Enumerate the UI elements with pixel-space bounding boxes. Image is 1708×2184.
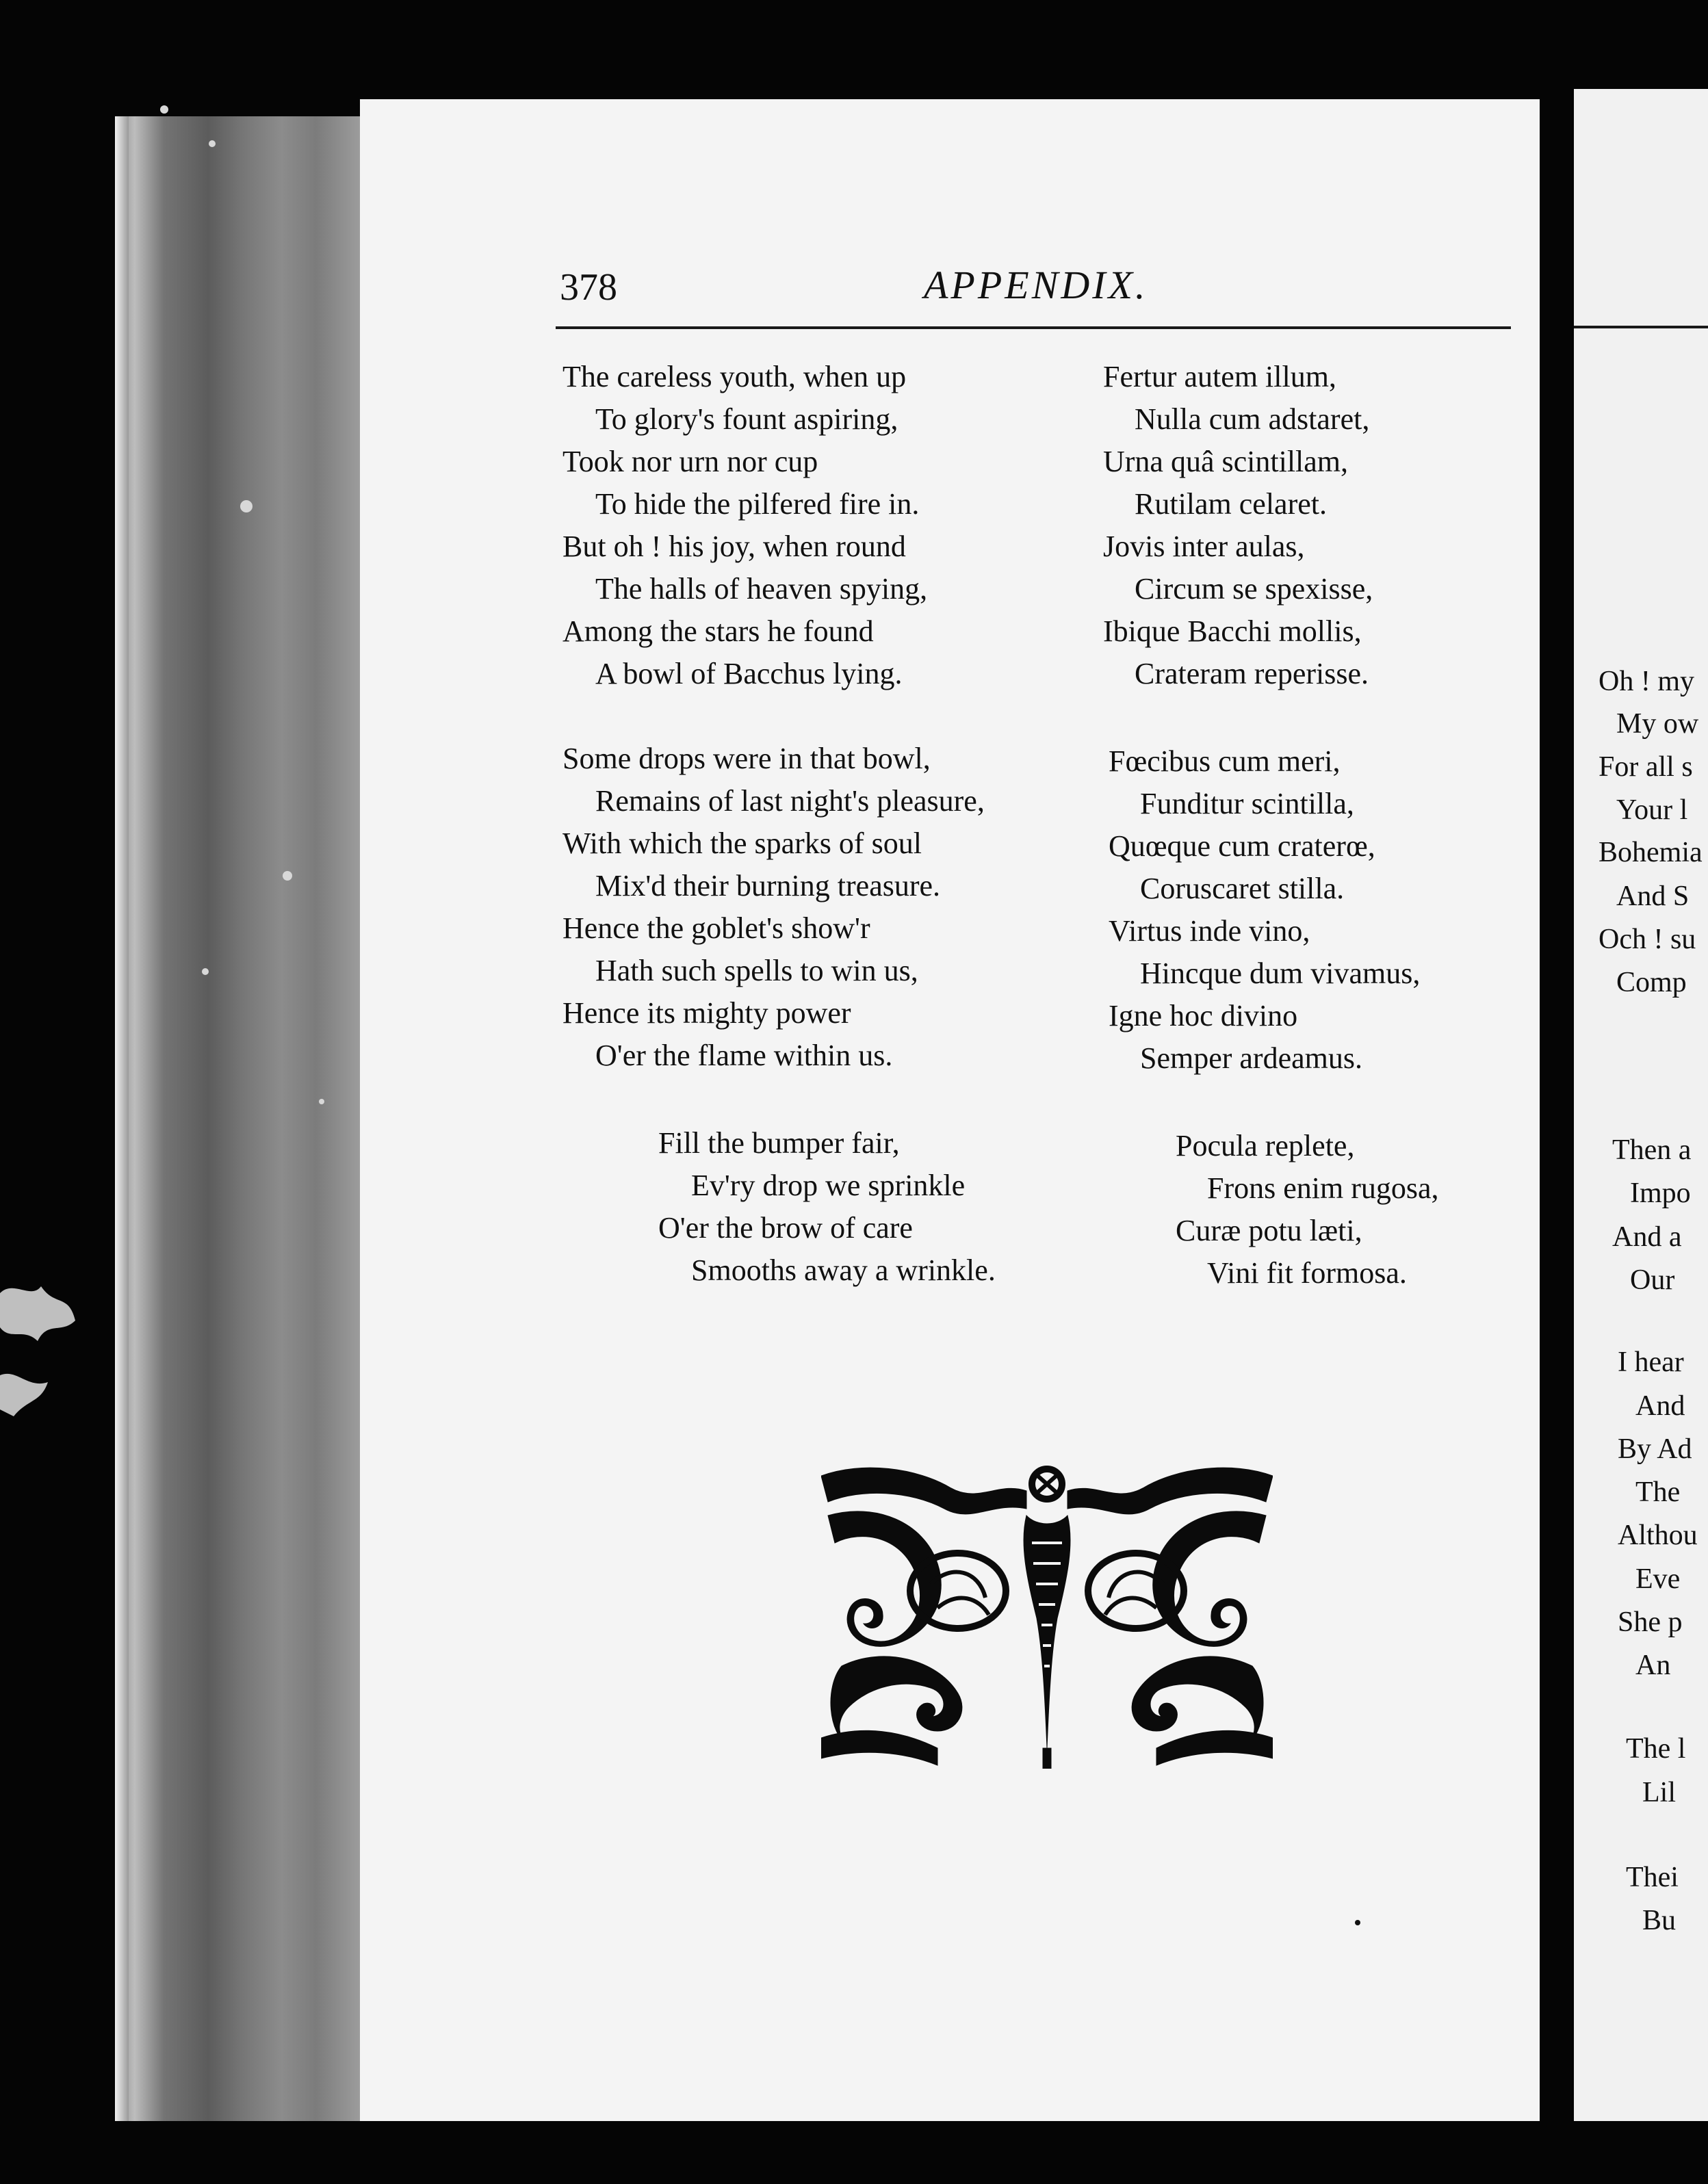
- spine-edge: [115, 116, 129, 2121]
- facing-page-line: The: [1635, 1477, 1681, 1508]
- facing-page-line: Our: [1630, 1264, 1675, 1296]
- verse-line: Ibique Bacchi mollis,: [1103, 614, 1362, 648]
- verse-line: The halls of heaven spying,: [595, 572, 928, 606]
- facing-page-line: Comp: [1616, 967, 1687, 998]
- verse-line: Fœcibus cum meri,: [1109, 744, 1341, 778]
- facing-page-line: Your l: [1616, 794, 1688, 826]
- latin-stanza-1: [1103, 356, 1373, 695]
- facing-page-line: Then a: [1612, 1134, 1692, 1166]
- book-spine: [115, 116, 360, 2121]
- verse-line: Funditur scintilla,: [1140, 787, 1354, 820]
- facing-page-line: The l: [1626, 1733, 1686, 1765]
- verse-line: Took nor urn nor cup: [562, 445, 818, 478]
- facing-page-line: Althou: [1618, 1520, 1698, 1551]
- verse-line: The careless youth, when up: [562, 360, 907, 393]
- verse-line: Frons enim rugosa,: [1207, 1171, 1439, 1205]
- english-stanza-2: [562, 738, 985, 1077]
- tailpiece-ornament-icon: [821, 1461, 1273, 1769]
- facing-page-line: Eve: [1635, 1563, 1681, 1595]
- facing-page-line: And S: [1616, 881, 1690, 912]
- header-rule: [556, 326, 1511, 329]
- verse-line: Crateram reperisse.: [1135, 657, 1369, 690]
- verse-line: Fill the bumper fair,: [658, 1126, 900, 1160]
- facing-page-line: Impo: [1630, 1178, 1691, 1209]
- running-head: APPENDIX.: [924, 263, 1148, 307]
- verse-line: A bowl of Bacchus lying.: [595, 657, 903, 690]
- facing-page-line: For all s: [1599, 751, 1693, 783]
- facing-page-line: By Ad: [1618, 1433, 1692, 1465]
- facing-page-line: I hear: [1618, 1347, 1684, 1378]
- english-refrain: [658, 1122, 996, 1292]
- verse-line: To glory's fount aspiring,: [595, 402, 898, 436]
- verse-line: Fertur autem illum,: [1103, 360, 1336, 393]
- verse-line: To hide the pilfered fire in.: [595, 487, 920, 521]
- verse-line: Jovis inter aulas,: [1103, 530, 1305, 563]
- facing-page-line: Oh ! my: [1599, 666, 1694, 697]
- facing-page-line: And a: [1612, 1221, 1682, 1253]
- verse-line: Some drops were in that bowl,: [562, 742, 931, 775]
- verse-line: Ev'ry drop we sprinkle: [691, 1169, 966, 1202]
- verse-line: Virtus inde vino,: [1109, 914, 1310, 948]
- facing-page-line: She p: [1618, 1607, 1683, 1638]
- verse-line: But oh ! his joy, when round: [562, 530, 906, 563]
- verse-line: Mix'd their burning treasure.: [595, 869, 941, 902]
- facing-page-line: And: [1635, 1390, 1685, 1422]
- verse-line: Urna quâ scintillam,: [1103, 445, 1349, 478]
- verse-line: Pocula replete,: [1176, 1129, 1355, 1162]
- facing-page-head-rule: [1574, 326, 1708, 328]
- facing-page-line: Thei: [1626, 1862, 1679, 1893]
- verse-line: Among the stars he found: [562, 614, 874, 648]
- verse-line: O'er the brow of care: [658, 1211, 913, 1245]
- verse-line: Smooths away a wrinkle.: [691, 1253, 996, 1287]
- verse-line: Hincque dum vivamus,: [1140, 957, 1421, 990]
- page-number: 378: [560, 266, 617, 309]
- facing-page-line: An: [1635, 1650, 1671, 1681]
- verse-line: Vini fit formosa.: [1207, 1256, 1407, 1290]
- verse-line: With which the sparks of soul: [562, 827, 922, 860]
- verse-line: Quœque cum craterœ,: [1109, 829, 1375, 863]
- verse-line: Semper ardeamus.: [1140, 1041, 1362, 1075]
- verse-line: Hence its mighty power: [562, 996, 851, 1030]
- facing-page-line: Och ! su: [1599, 924, 1696, 955]
- latin-stanza-2: [1109, 740, 1420, 1080]
- verse-line: Coruscaret stilla.: [1140, 872, 1345, 905]
- verse-line: Hence the goblet's show'r: [562, 911, 870, 945]
- verse-line: O'er the flame within us.: [595, 1039, 893, 1072]
- english-stanza-1: [562, 356, 927, 695]
- verse-line: Circum se spexisse,: [1135, 572, 1373, 606]
- verse-line: Remains of last night's pleasure,: [595, 784, 985, 818]
- facing-page-line: My ow: [1616, 708, 1699, 740]
- facing-page-line: Lil: [1642, 1777, 1676, 1808]
- verse-line: Hath such spells to win us,: [595, 954, 918, 987]
- verse-line: Rutilam celaret.: [1135, 487, 1327, 521]
- verse-line: Nulla cum adstaret,: [1135, 402, 1370, 436]
- facing-page: [1574, 89, 1708, 2121]
- verse-line: Curæ potu læti,: [1176, 1214, 1362, 1247]
- facing-page-line: Bu: [1642, 1905, 1677, 1936]
- facing-page-line: Bohemia: [1599, 837, 1703, 868]
- latin-refrain: [1176, 1125, 1439, 1295]
- verse-line: Igne hoc divino: [1109, 999, 1298, 1032]
